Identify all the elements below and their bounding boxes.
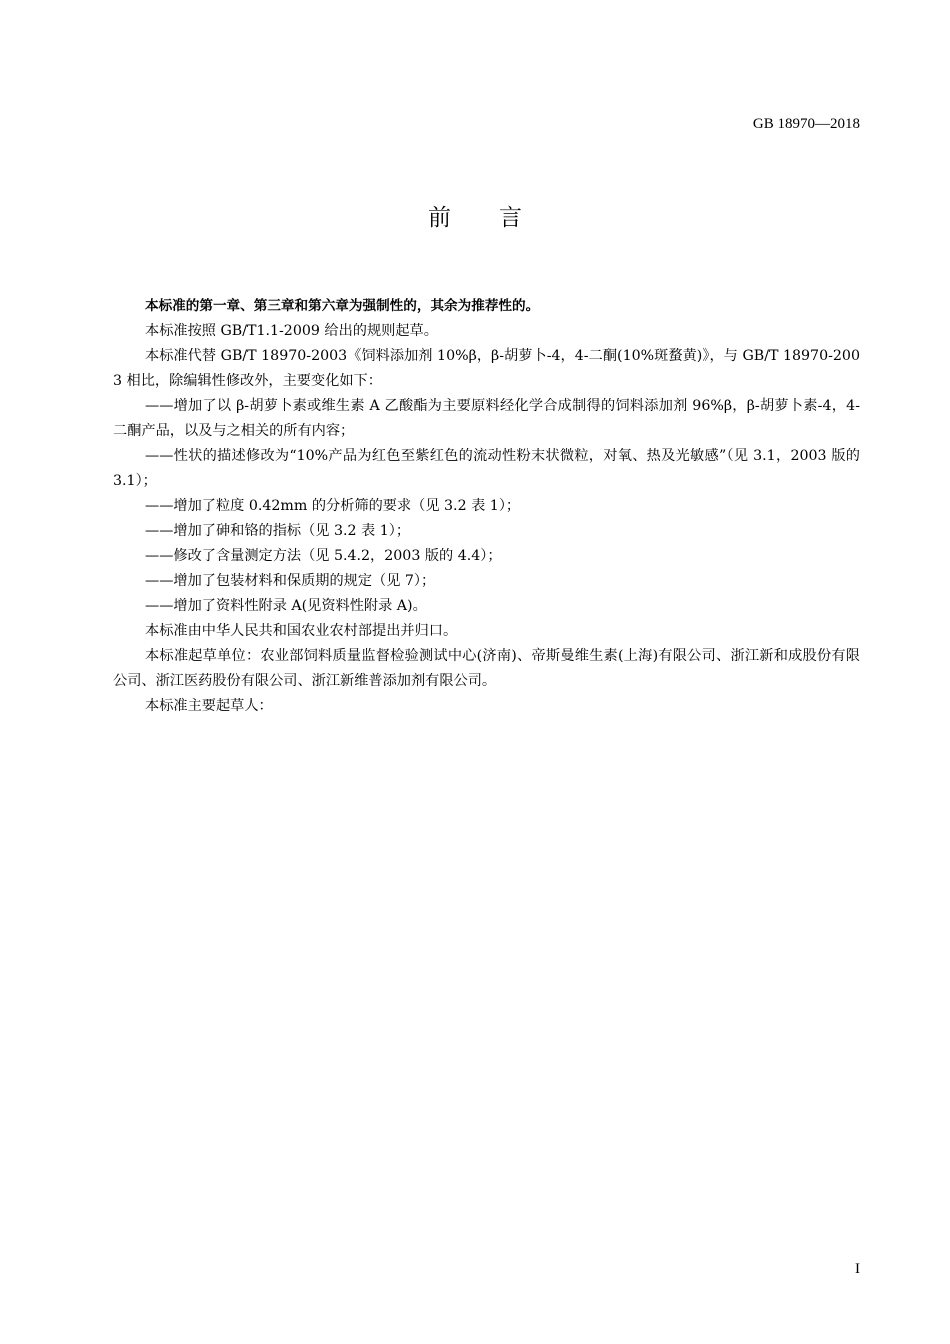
change-item: ——增加了包装材料和保质期的规定（见 7）； (145, 573, 436, 589)
change-item: ——性状的描述修改为“10%产品为红色至紫红色的流动性粉末状微粒，对氧、热及光敏感”（见 3.1，2003 版的 3.1）； (113, 448, 860, 489)
page-title-right: 言 (499, 205, 522, 231)
page-title (0, 202, 950, 234)
paragraph-mandatory-statement: 本标准的第一章、第三章和第六章为强制性的，其余为推荐性的。 (145, 298, 540, 314)
paragraph-proposer: 本标准由中华人民共和国农业农村部提出并归口。 (145, 623, 458, 639)
change-item: ——增加了粒度 0.42mm 的分析筛的要求（见 3.2 表 1）； (145, 498, 521, 514)
change-item: ——修改了含量测定方法（见 5.4.2，2003 版的 4.4）； (145, 548, 502, 564)
paragraph-drafters: 本标准主要起草人： (145, 698, 273, 714)
page-number: I (855, 1261, 860, 1277)
paragraph-drafting-units: 本标准起草单位：农业部饲料质量监督检验测试中心(济南)、帝斯曼维生素(上海)有限公司、浙江新和成股份有限公司、浙江医药股份有限公司、浙江新维普添加剂有限公司。 (113, 648, 860, 689)
foreword-body (113, 294, 860, 719)
change-item: ——增加了资料性附录 A(见资料性附录 A)。 (145, 598, 427, 614)
paragraph-drafting-rules: 本标准按照 GB/T1.1-2009 给出的规则起草。 (145, 323, 438, 339)
change-item: ——增加了以 β-胡萝卜素或维生素 A 乙酸酯为主要原料经化学合成制得的饲料添加剂 96%β，β-胡萝卜素-4，4-二酮产品，以及与之相关的所有内容； (113, 398, 860, 439)
standard-code-header: GB 18970—2018 (752, 116, 860, 132)
paragraph-replaces: 本标准代替 GB/T 18970-2003《饲料添加剂 10%β，β-胡萝卜-4，4-二酮(10%斑蝥黄)》，与 GB/T 18970-2003 相比，除编辑性修改外，主要变化如下： (113, 348, 860, 389)
change-item: ——增加了砷和铬的指标（见 3.2 表 1）； (145, 523, 411, 539)
page-title-left: 前 (428, 205, 451, 231)
